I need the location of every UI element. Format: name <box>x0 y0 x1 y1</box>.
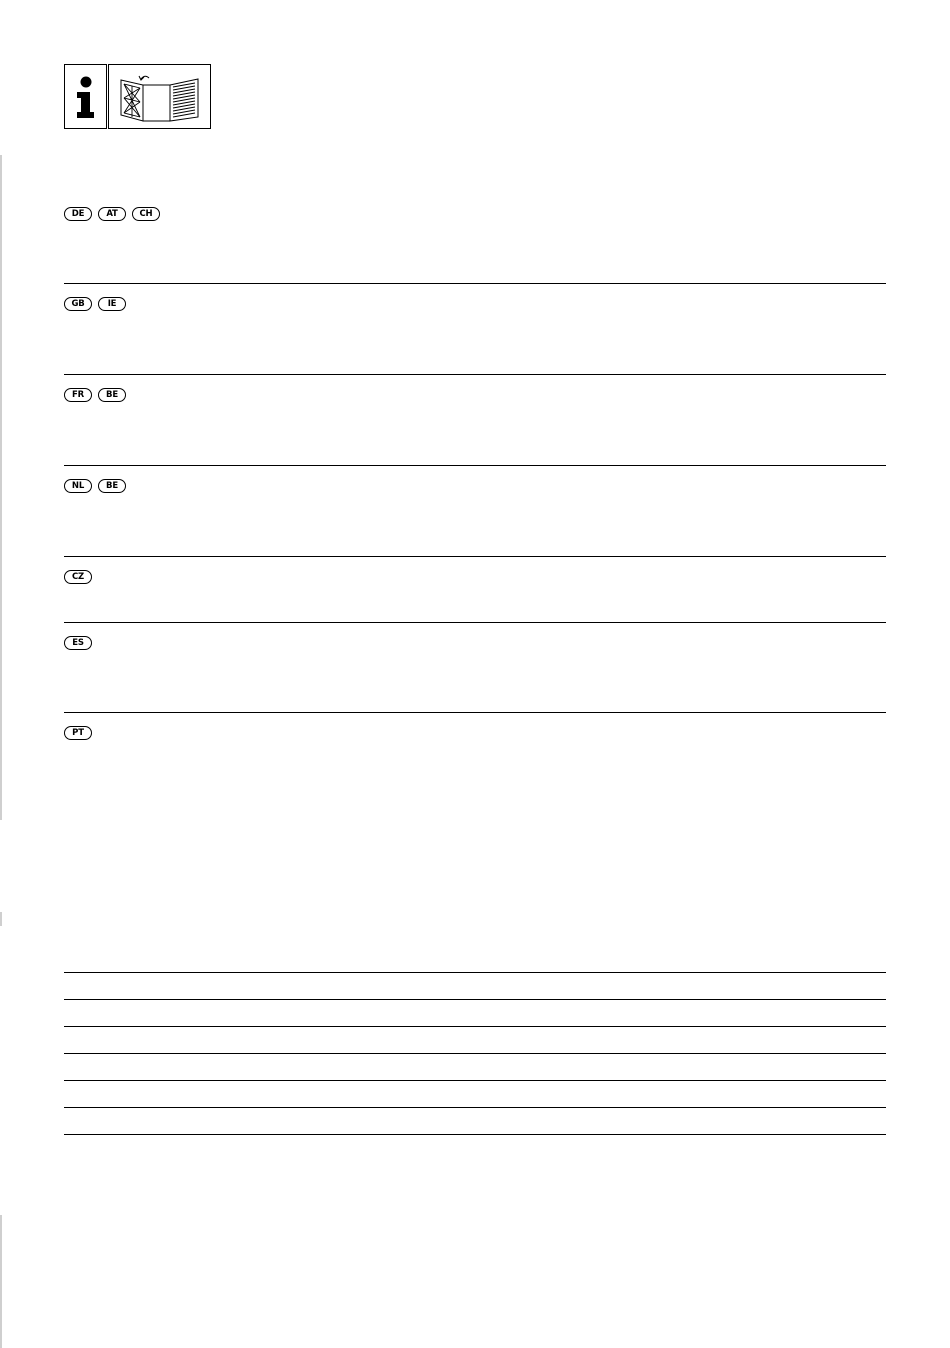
section-nl <box>64 479 886 493</box>
country-badges <box>64 726 886 740</box>
ruled-line <box>64 1026 886 1027</box>
ruled-line <box>64 1134 886 1135</box>
info-glyph <box>65 65 106 128</box>
section-divider <box>64 283 886 284</box>
country-badge: DE <box>64 207 92 221</box>
fold-out-pages-icon <box>108 64 211 129</box>
fold-out-diagram <box>109 65 210 128</box>
country-badge: BE <box>98 479 126 493</box>
info-icon <box>64 64 107 129</box>
ruled-line <box>64 1080 886 1081</box>
country-badge: ES <box>64 636 92 650</box>
section-divider <box>64 712 886 713</box>
country-badges <box>64 636 886 650</box>
country-badge: PT <box>64 726 92 740</box>
country-badges <box>64 388 886 402</box>
country-badge: IE <box>98 297 126 311</box>
country-badges <box>64 479 886 493</box>
section-es <box>64 636 886 650</box>
country-badge: GB <box>64 297 92 311</box>
country-badge: CZ <box>64 570 92 584</box>
section-de <box>64 207 886 221</box>
country-badges <box>64 297 886 311</box>
country-badge: CH <box>132 207 160 221</box>
country-badges <box>64 207 886 221</box>
page-spine-mark <box>0 912 2 926</box>
section-gb <box>64 297 886 311</box>
section-divider <box>64 622 886 623</box>
ruled-line <box>64 999 886 1000</box>
page-spine-mark <box>0 155 2 820</box>
country-badge: BE <box>98 388 126 402</box>
ruled-line <box>64 1107 886 1108</box>
country-badges <box>64 570 886 584</box>
country-badge: NL <box>64 479 92 493</box>
ruled-line <box>64 1053 886 1054</box>
ruled-line <box>64 972 886 973</box>
section-fr <box>64 388 886 402</box>
section-divider <box>64 556 886 557</box>
section-pt <box>64 726 886 740</box>
page-spine-mark <box>0 1215 2 1348</box>
section-cz <box>64 570 886 584</box>
section-divider <box>64 465 886 466</box>
section-divider <box>64 374 886 375</box>
country-badge: FR <box>64 388 92 402</box>
country-badge: AT <box>98 207 126 221</box>
